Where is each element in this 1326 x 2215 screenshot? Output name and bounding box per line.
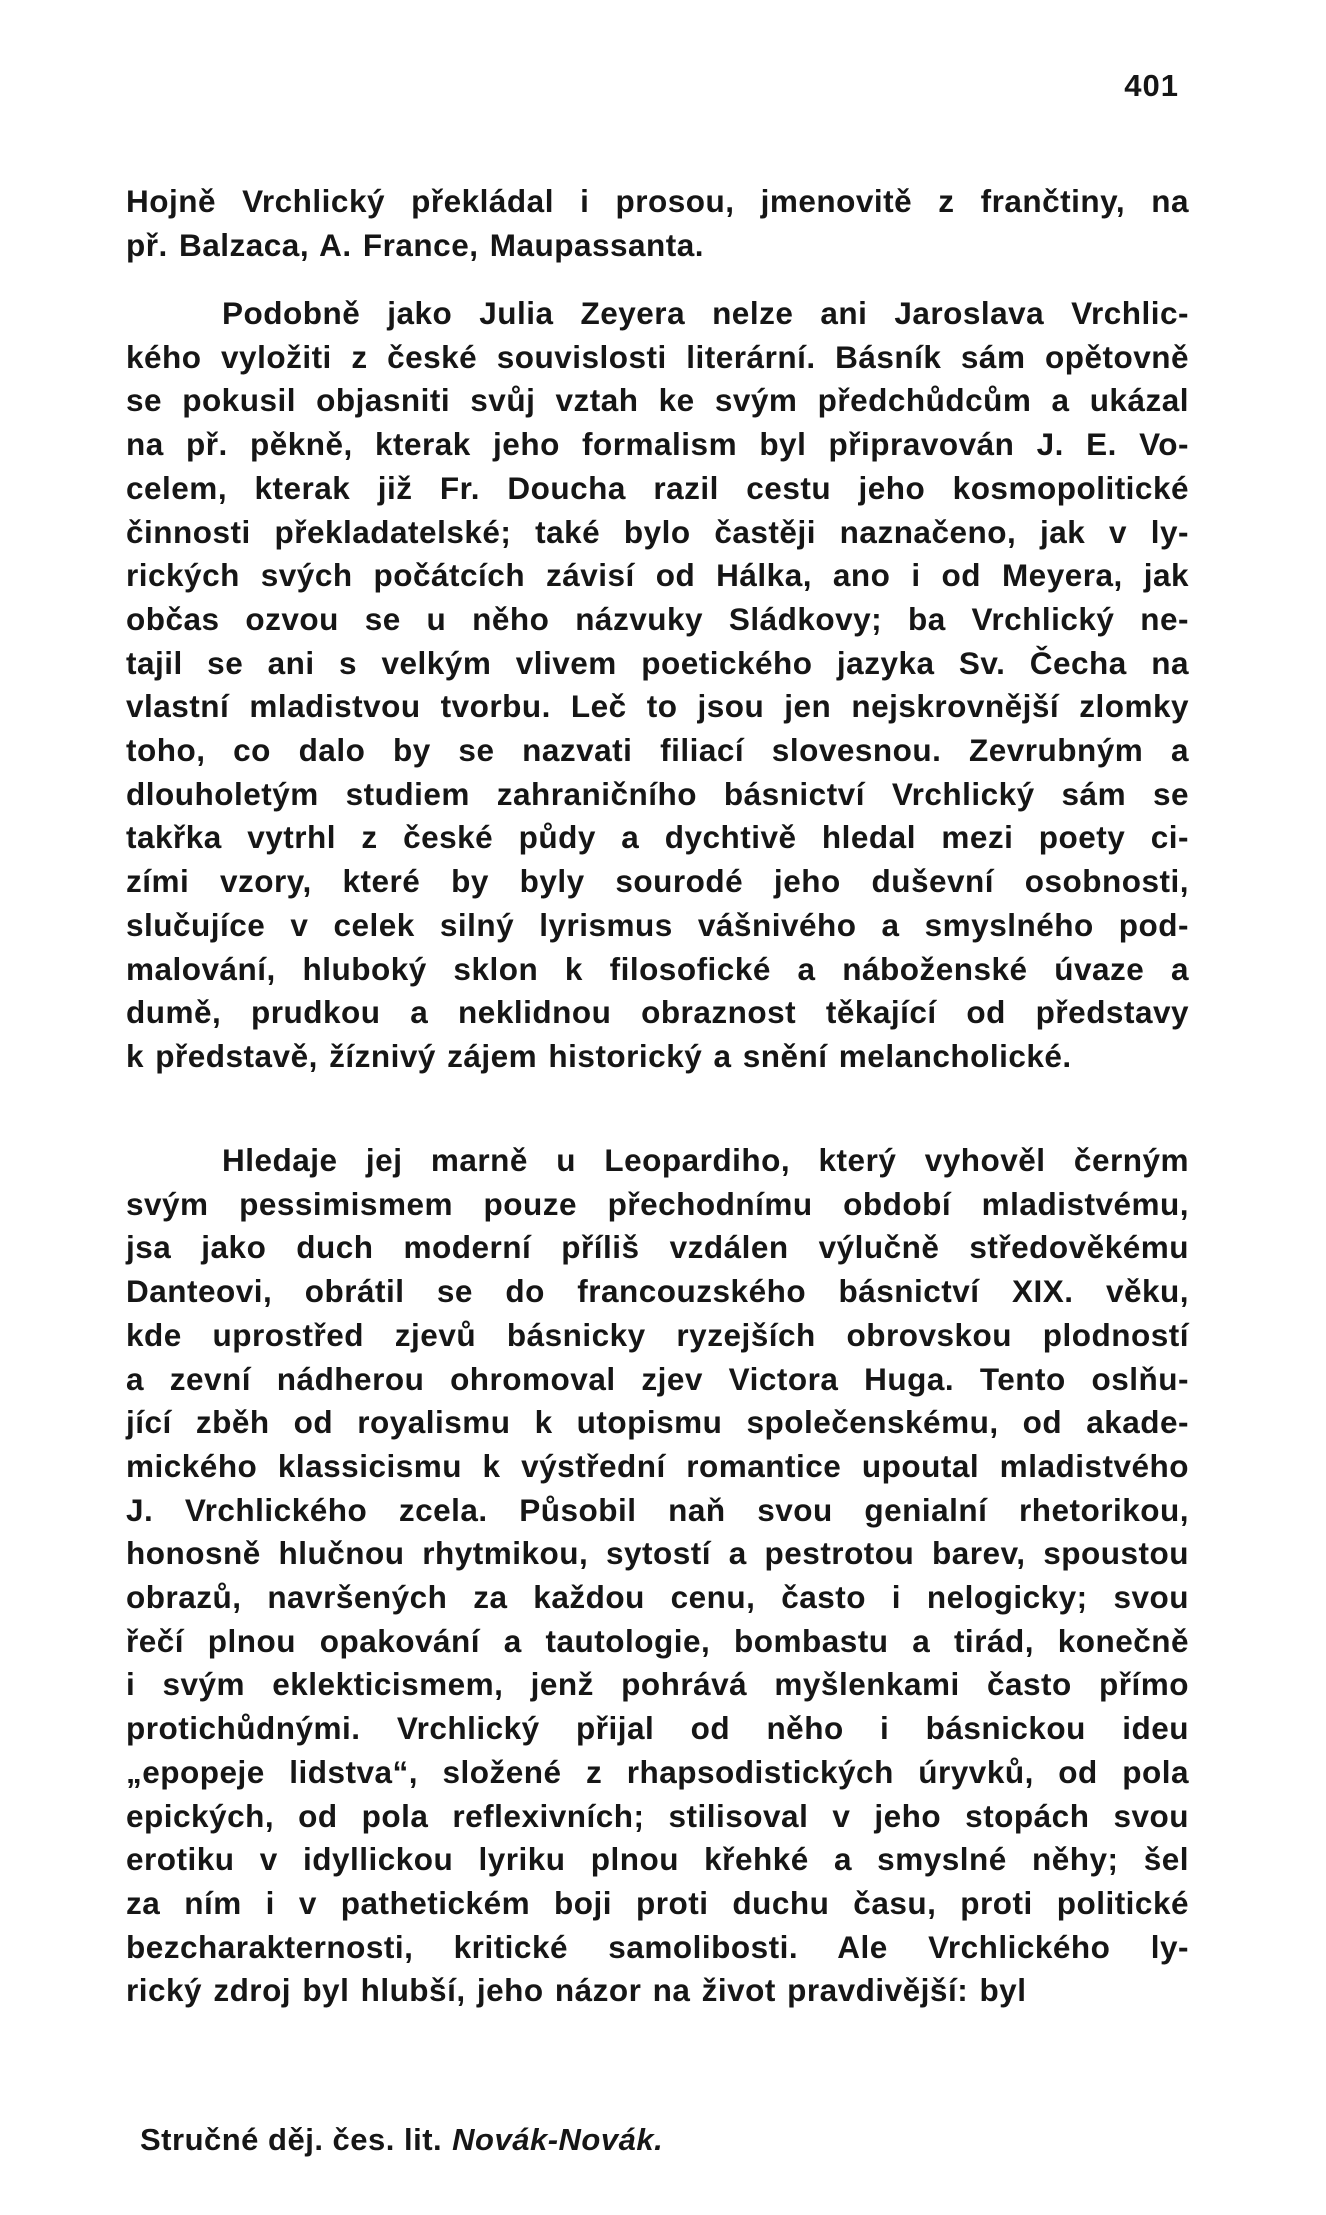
text-line: „epopeje lidstva“, složené z rhapsodistických úryvků, od pola bbox=[126, 1753, 1189, 1790]
text-line: na př. pěkně, kterak jeho formalism byl připravován J. E. Vo- bbox=[126, 426, 1189, 463]
text-line: svým pessimismem pouze přechodnímu období mladistvému, bbox=[126, 1185, 1189, 1222]
text-line: Hledaje jej marně u Leopardiho, který vyhověl černým bbox=[222, 1142, 1189, 1178]
text-line: malování, hluboký sklon k filosofické a náboženské úvaze a bbox=[126, 950, 1189, 987]
text-line: epických, od pola reflexivních; stilisoval v jeho stopách svou bbox=[126, 1797, 1189, 1834]
text-line: kde uprostřed zjevů básnicky ryzejších obrovskou plodností bbox=[126, 1316, 1189, 1353]
footer-signature bbox=[140, 2122, 663, 2158]
paragraph-2 bbox=[126, 292, 1189, 1079]
page-number: 401 bbox=[1124, 68, 1179, 103]
paragraph-3 bbox=[126, 1139, 1189, 2013]
text-line: erotiku v idyllickou lyriku plnou křehké a smyslné něhy; šel bbox=[126, 1841, 1189, 1878]
text-line: celem, kterak již Fr. Doucha razil cestu jeho kosmopolitické bbox=[126, 469, 1189, 506]
text-line: bezcharakternosti, kritické samolibosti. Ale Vrchlického ly- bbox=[126, 1928, 1189, 1965]
text-line: dumě, prudkou a neklidnou obraznost těkající od představy bbox=[126, 994, 1189, 1031]
text-line: tajil se ani s velkým vlivem poetického jazyka Sv. Čecha na bbox=[126, 644, 1189, 681]
text-line: se pokusil objasniti svůj vztah ke svým předchůdcům a ukázal bbox=[126, 382, 1189, 419]
text-line: protichůdnými. Vrchlický přijal od něho i básnickou ideu bbox=[126, 1710, 1189, 1747]
text-line: i svým eklekticismem, jenž pohrává myšlenkami často přímo bbox=[126, 1666, 1189, 1703]
text-line: slučujíce v celek silný lyrismus vášnivého a smyslného pod- bbox=[126, 906, 1189, 943]
text-line: a zevní nádherou ohromoval zjev Victora Huga. Tento oslňu- bbox=[126, 1360, 1189, 1397]
text-line: vlastní mladistvou tvorbu. Leč to jsou jen nejskrovnější zlomky bbox=[126, 688, 1189, 725]
text-line: takřka vytrhl z české půdy a dychtivě hledal mezi poety ci- bbox=[126, 819, 1189, 856]
text-line: rických svých počátcích závisí od Hálka, ano i od Meyera, jak bbox=[126, 557, 1189, 594]
text-line: řečí plnou opakování a tautologie, bombastu a tirád, konečně bbox=[126, 1622, 1189, 1659]
text-line: obrazů, navršených za každou cenu, často i nelogicky; svou bbox=[126, 1579, 1189, 1616]
text-line: př. Balzaca, A. France, Maupassanta. bbox=[126, 226, 705, 263]
text-line: zími vzory, které by byly sourodé jeho duševní osobnosti, bbox=[126, 863, 1189, 900]
text-line: jící zběh od royalismu k utopismu společenskému, od akade- bbox=[126, 1404, 1189, 1441]
text-line: toho, co dalo by se nazvati filiací slovesnou. Zevrubným a bbox=[126, 732, 1189, 769]
footer-authors: Novák-Novák. bbox=[452, 2122, 664, 2157]
text-line: rický zdroj byl hlubší, jeho názor na život pravdivější: byl bbox=[126, 1972, 1027, 2009]
footer-title: Stručné děj. čes. lit. bbox=[140, 2122, 443, 2157]
text-line: k představě, žíznivý zájem historický a snění melancholické. bbox=[126, 1037, 1072, 1074]
text-line: Podobně jako Julia Zeyera nelze ani Jaroslava Vrchlic- bbox=[222, 295, 1189, 331]
text-line: občas ozvou se u něho názvuky Sládkovy; ba Vrchlický ne- bbox=[126, 600, 1189, 637]
text-line: dlouholetým studiem zahraničního básnictví Vrchlický sám se bbox=[126, 775, 1189, 812]
text-line: J. Vrchlického zcela. Působil naň svou genialní rhetorikou, bbox=[126, 1491, 1189, 1528]
text-line: za ním i v pathetickém boji proti duchu času, proti politické bbox=[126, 1884, 1189, 1921]
text-line: Danteovi, obrátil se do francouzského básnictví XIX. věku, bbox=[126, 1273, 1189, 1310]
text-line: činnosti překladatelské; také bylo častěji naznačeno, jak v ly- bbox=[126, 513, 1189, 550]
text-line: Hojně Vrchlický překládal i prosou, jmenovitě z frančtiny, na bbox=[126, 183, 1189, 219]
text-line: jsa jako duch moderní příliš vzdálen výlučně středověkému bbox=[126, 1229, 1189, 1266]
text-line: mického klassicismu k výstřední romantice upoutal mladistvého bbox=[126, 1447, 1189, 1484]
paragraph-1 bbox=[126, 180, 1189, 267]
text-line: honosně hlučnou rhytmikou, sytostí a pestrotou barev, spoustou bbox=[126, 1535, 1189, 1572]
text-line: kého vyložiti z české souvislosti literární. Básník sám opětovně bbox=[126, 338, 1189, 375]
